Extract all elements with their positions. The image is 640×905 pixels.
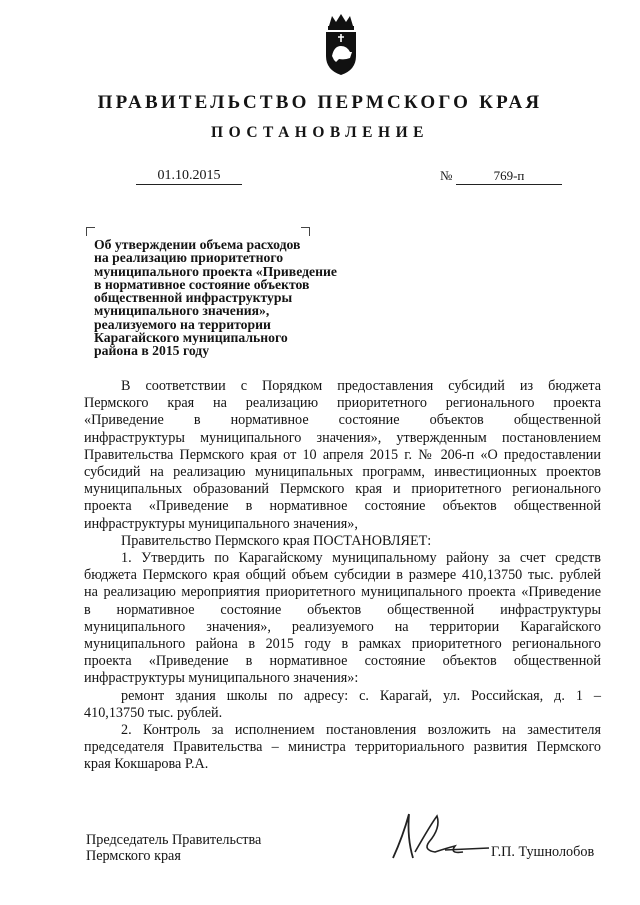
body-line: инфраструктуры муниципального значения», [84,515,358,532]
signer-position [86,832,261,864]
document-subject [94,238,384,358]
subject-line: в нормативное состояние объектов [94,276,310,292]
body-line: «Приведение в нормативное состояние объектов общественной [84,412,601,429]
body-line: края Кокшарова Р.А. [84,756,209,773]
body-line: председателя Правительства – министра территориального развития Пермского [84,739,601,756]
body-line: Правительства Пермского края от 10 апреля 2015 г. № 206-п «О предоставлении [84,446,601,463]
body-line: бюджета Пермского края общий объем субсидии в размере 410,13750 тыс. рублей [84,567,601,584]
body-line: 1. Утвердить по Карагайскому муниципальному району за счет средств [121,550,601,567]
subject-line: Об утверждении объема расходов [94,237,301,252]
body-line: Пермского края на реализацию приоритетного регионального проекта [84,395,601,412]
body-line: субсидий на реализацию муниципальных программ, инвестиционных проектов [84,464,601,481]
body-line: В соответствии с Порядком предоставления субсидий из бюджета [121,378,601,394]
subject-line: общественной инфраструктуры [94,290,293,306]
signer-position-line: Пермского края [86,848,181,864]
body-line-decree: Правительство Пермского края ПОСТАНОВЛЯЕТ: [121,532,432,549]
subject-corner-right [301,227,310,236]
document-number: 769-п [456,168,562,185]
body-line: проекта «Приведение в нормативное состояние объектов общественной [84,498,601,515]
subject-line: реализуемого на территории [94,316,271,332]
body-line: муниципальных образований Пермского края и приоритетного регионального [84,481,601,498]
subject-line: муниципального проекта «Приведение [94,263,337,279]
document-body [84,378,601,774]
body-line: муниципального значения», реализуемого на территории Карагайского [84,618,601,635]
subject-line: на реализацию приоритетного [94,250,284,266]
government-title: ПРАВИТЕЛЬСТВО ПЕРМСКОГО КРАЯ [97,92,543,113]
body-line: на реализацию мероприятия приоритетного муниципального проекта «Приведение [84,584,601,601]
coat-of-arms-icon [323,12,359,76]
body-line: инфраструктуры муниципального значения», утвержденным постановлением [84,429,601,446]
body-line: проекта «Приведение в нормативное состояние объектов общественной [84,653,601,670]
subject-line: района в 2015 году [94,343,210,359]
subject-line: муниципального значения», [94,303,270,319]
body-line: инфраструктуры муниципального значения»: [84,670,359,687]
subject-corner-left [86,227,95,236]
body-line: муниципального района в 2015 году в рамках приоритетного регионального [84,636,601,653]
body-line: 410,13750 тыс. рублей. [84,704,223,721]
subject-line: Карагайского муниципального [94,330,288,346]
signer-name: Г.П. Тушнолобов [491,844,595,860]
number-label: № [440,168,453,183]
body-line: 2. Контроль за исполнением постановления возложить на заместителя [121,722,601,739]
signer-position-line: Председатель Правительства [86,832,262,848]
handwritten-signature [385,808,495,864]
document-type-title: ПОСТАНОВЛЕНИЕ [211,124,429,141]
body-line: в нормативное состояние объектов общественной инфраструктуры [84,601,601,618]
document-date: 01.10.2015 [136,168,242,185]
body-line: ремонт здания школы по адресу: с. Карагай, ул. Российская, д. 1 – [121,687,601,704]
